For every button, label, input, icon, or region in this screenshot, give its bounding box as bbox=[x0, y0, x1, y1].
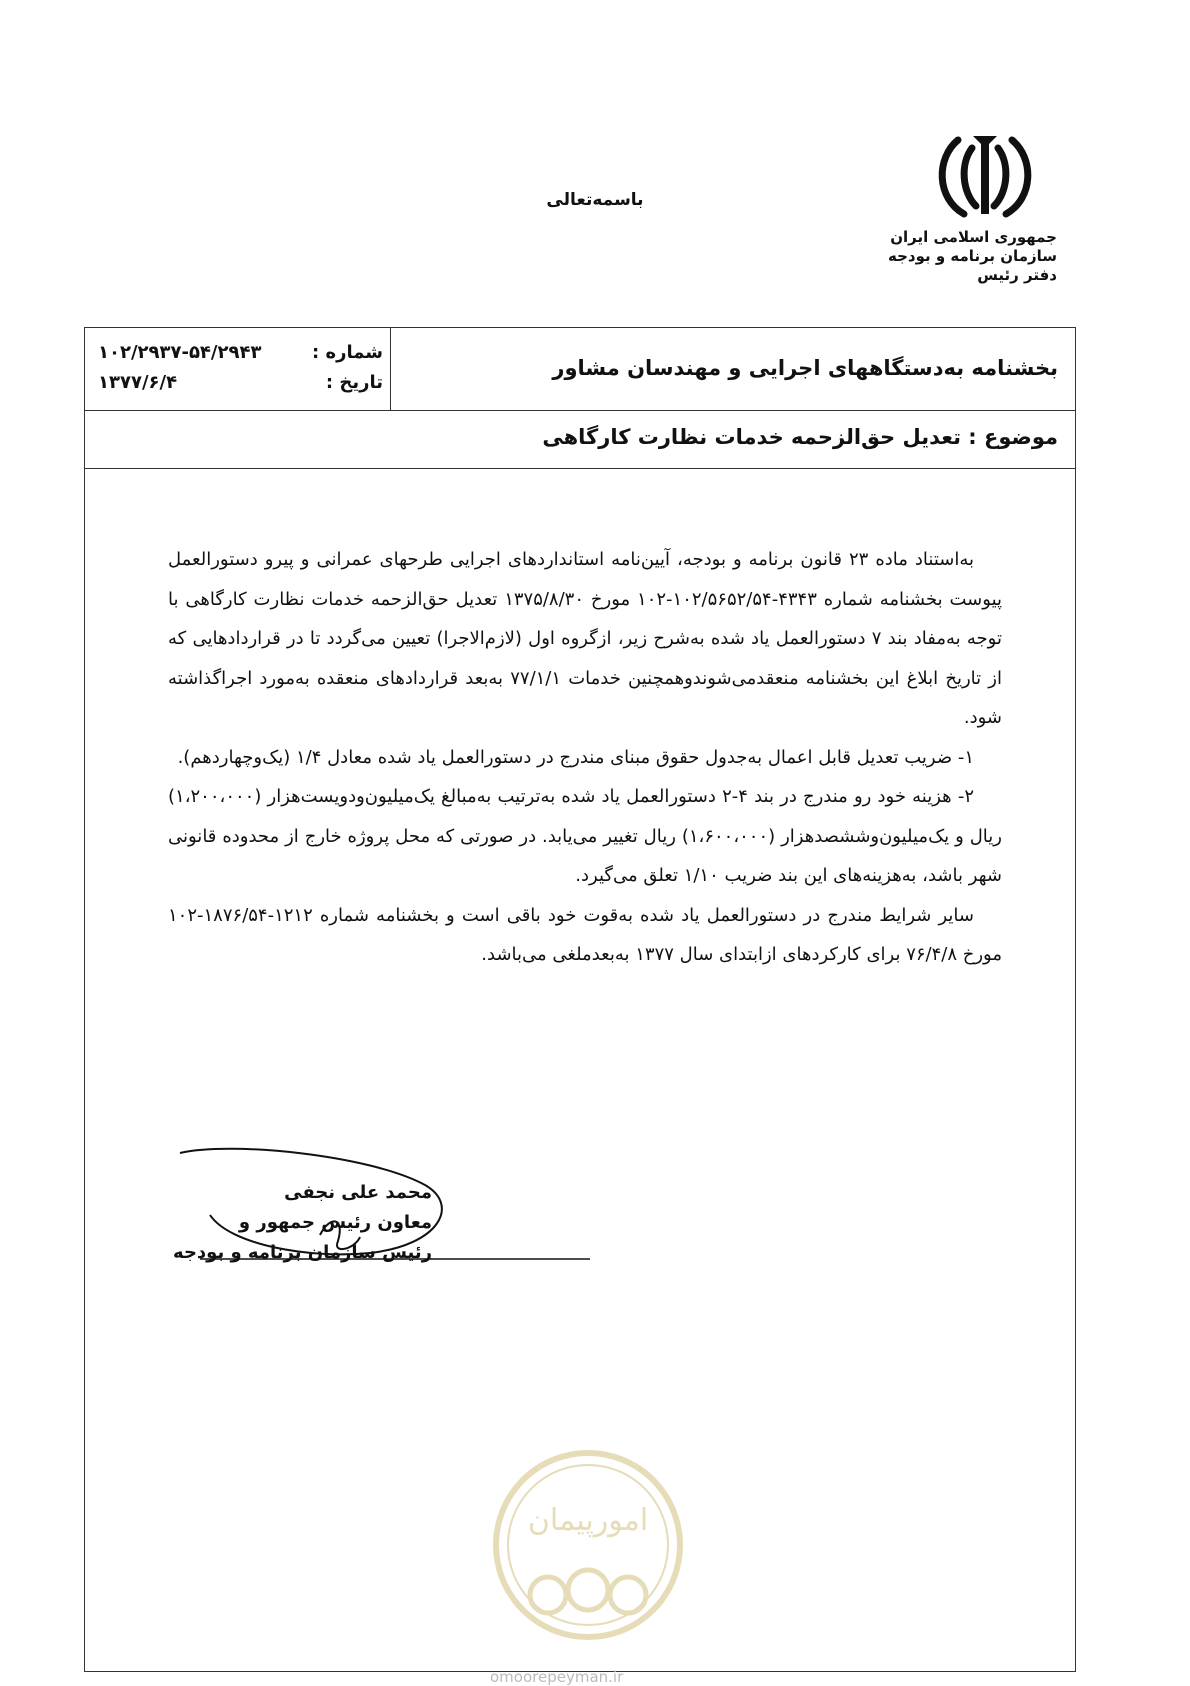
divider-top bbox=[84, 410, 1076, 411]
watermark-logo-text: امورپیمان bbox=[527, 1503, 649, 1538]
signatory-title-2: رئیس سازمان برنامه و بودجه bbox=[173, 1242, 432, 1263]
number-row bbox=[98, 338, 383, 368]
date-value: ۱۳۷۷/۶/۴ bbox=[98, 372, 178, 393]
emblem-logo bbox=[930, 128, 1040, 224]
date-label: تاریخ : bbox=[325, 372, 383, 393]
signature-block bbox=[173, 1178, 432, 1268]
paragraph-closing: سایر شرایط مندرج در دستورالعمل یاد شده به‌قوت خود باقی است و بخشنامه شماره ۱۲۱۲-۱۸۷۶/۵۴-۱۰۲ مورخ ۷۶/۴/۸ برای کارکردهای ازابتدای سال ۱۳۷۷ به‌بعدملغی می‌باشد. bbox=[168, 904, 1002, 965]
number-value: ۱۰۲/۲۹۳۷-۵۴/۲۹۴۳ bbox=[98, 342, 262, 363]
org-line-office: دفتر رئیس bbox=[977, 266, 1057, 284]
circular-recipients: بخشنامه به‌دستگاههای اجرایی و مهندسان مشاور bbox=[552, 356, 1058, 380]
reference-box bbox=[98, 338, 383, 398]
bismillah-heading: باسمه‌تعالی bbox=[546, 190, 644, 210]
paragraph-item-2: ۲- هزینه خود رو مندرج در بند ۴-۲ دستورالعمل یاد شده به‌ترتیب به‌مبالغ یک‌میلیون‌ودویست‌هزار (۱،۲۰۰،۰۰۰) ریال و یک‌میلیون‌وششصدهزار (۱،۶۰۰،۰۰۰) ریال تغییر می‌یابد. در صورتی که محل پروژه خارج از محدوده قانونی شهر باشد، به‌هزینه‌های این بند ضریب ۱/۱۰ تعلق می‌گیرد. bbox=[168, 786, 1002, 886]
divider-subject bbox=[84, 468, 1076, 469]
date-row bbox=[98, 368, 383, 398]
paragraph-intro: به‌استناد ماده ۲۳ قانون برنامه و بودجه، آیین‌نامه استانداردهای اجرایی طرحهای عمرانی و پیرو دستورالعمل پیوست بخشنامه شماره ۴۳۴۳-۱۰۲/۵۶۵۲/۵۴-۱۰۲ مورخ ۱۳۷۵/۸/۳۰ تعدیل حق‌الزحمه خدمات نظارت کارگاهی با توجه به‌مفاد بند ۷ دستورالعمل یاد شده به‌شرح زیر، ازگروه اول (لازم‌الاجرا) تعیین می‌گردد تا در قراردادهایی که از تاریخ ابلاغ این بخشنامه منعقدمی‌شوندوهمچنین خدمات ۷۷/۱/۱ به‌بعد قراردادهای منعقده به‌مورد اجراگذاشته شود. bbox=[168, 549, 1003, 728]
signatory-title-1: معاون رئیس جمهور و bbox=[238, 1212, 432, 1233]
divider-vertical bbox=[390, 327, 391, 410]
watermark-logo bbox=[488, 1445, 688, 1660]
letter-body bbox=[168, 540, 1002, 975]
organization-header bbox=[817, 228, 1057, 285]
signatory-name: محمد علی نجفی bbox=[284, 1182, 432, 1203]
paragraph-item-1: ۱- ضریب تعدیل قابل اعمال به‌جدول حقوق مبنای مندرج در دستورالعمل یاد شده معادل ۱/۴ (یک‌وچهاردهم). bbox=[177, 746, 974, 768]
subject-line: موضوع : تعدیل حق‌الزحمه خدمات نظارت کارگاهی bbox=[542, 425, 1058, 449]
watermark-site: omoorepeyman.ir bbox=[490, 1668, 624, 1686]
number-label: شماره : bbox=[312, 342, 383, 363]
org-line-organization: سازمان برنامه و بودجه bbox=[888, 247, 1057, 265]
org-line-country: جمهوری اسلامی ایران bbox=[890, 228, 1057, 246]
